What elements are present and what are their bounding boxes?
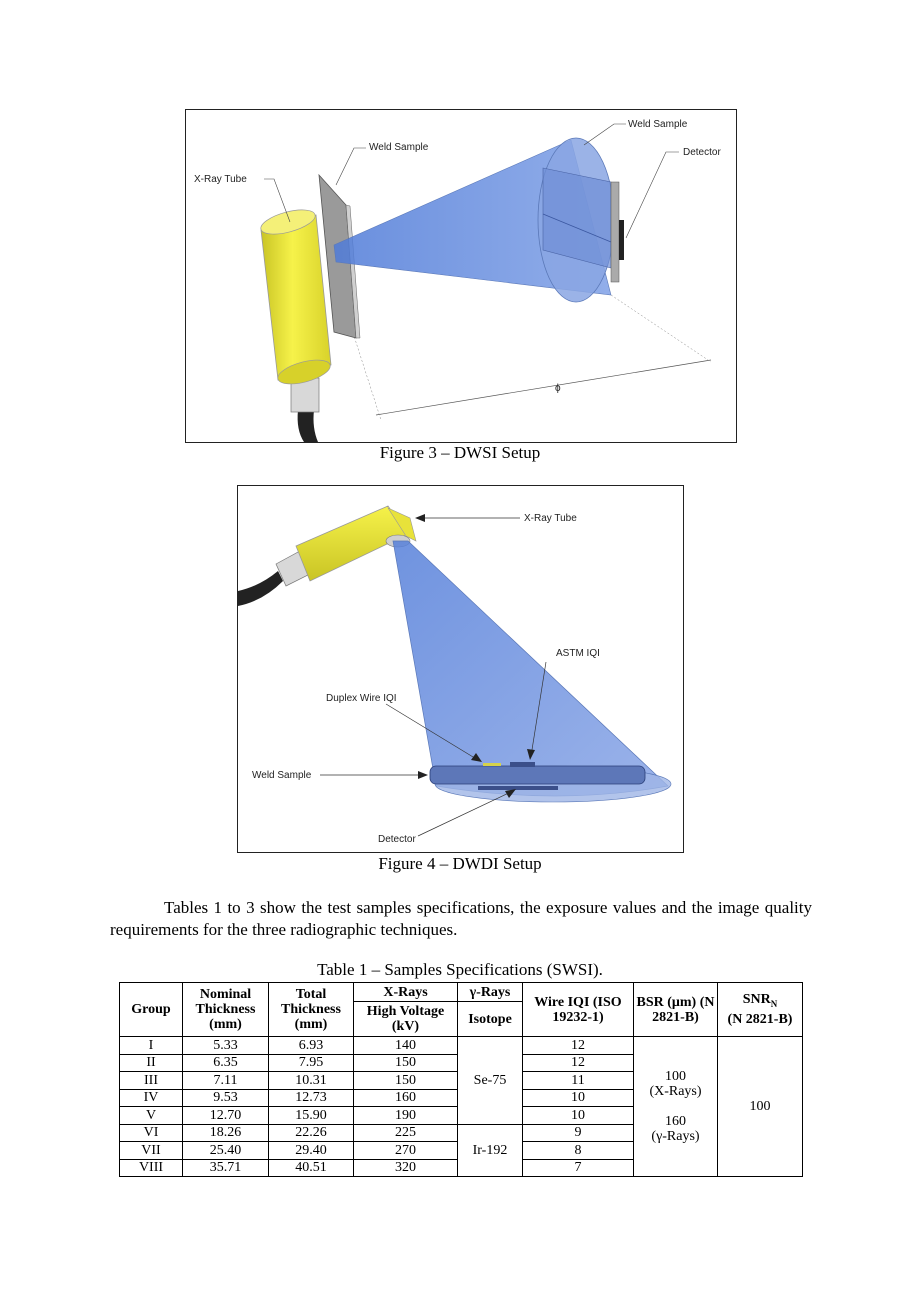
header-bsr: BSR (μm) (N 2821-B) [634,983,718,1037]
label-detector: Detector [378,834,416,845]
label-detector: Detector [683,147,721,158]
cell-group: VII [120,1142,183,1160]
table-row [120,1037,803,1055]
cell-wire: 12 [523,1054,634,1072]
cell-nominal: 12.70 [183,1107,269,1125]
cell-total: 22.26 [269,1124,354,1142]
label-phi: ϕ [555,383,561,394]
cell-nominal: 7.11 [183,1072,269,1090]
cell-wire: 10 [523,1089,634,1107]
header-isotope: Isotope [458,1002,523,1037]
cell-kv: 150 [354,1054,458,1072]
bsr-xray-label: (X-Rays) [649,1084,702,1099]
cell-kv: 140 [354,1037,458,1055]
cell-nominal: 35.71 [183,1159,269,1177]
table-1-caption: Table 1 – Samples Specifications (SWSI). [317,960,603,979]
cell-kv: 160 [354,1089,458,1107]
header-xrays: X-Rays [354,983,458,1002]
cell-total: 7.95 [269,1054,354,1072]
figure-3-dwsi-setup [185,109,737,443]
weld-sample-bar [430,766,645,784]
cell-kv: 320 [354,1159,458,1177]
cell-wire: 7 [523,1159,634,1177]
cell-group: II [120,1054,183,1072]
cell-total: 29.40 [269,1142,354,1160]
dimension-line [376,360,711,415]
body-paragraph [110,897,812,941]
header-nominal-thickness: Nominal Thickness (mm) [183,983,269,1037]
cell-wire: 12 [523,1037,634,1055]
cell-nominal: 25.40 [183,1142,269,1160]
cell-nominal: 9.53 [183,1089,269,1107]
header-snr [718,983,803,1037]
figure-3-illustration [186,110,736,442]
cell-total: 10.31 [269,1072,354,1090]
cell-bsr [634,1037,718,1177]
label-xray-tube: X-Ray Tube [194,174,247,185]
header-wire-iqi: Wire IQI (ISO 19232-1) [523,983,634,1037]
cell-group: III [120,1072,183,1090]
bsr-xray-value: 100 [665,1069,686,1084]
cell-group: V [120,1107,183,1125]
cell-nominal: 18.26 [183,1124,269,1142]
cell-kv: 190 [354,1107,458,1125]
header-group: Group [120,983,183,1037]
figure-4-caption: Figure 4 – DWDI Setup [378,854,542,873]
xray-tube-body [261,215,331,380]
label-xray-tube: X-Ray Tube [524,513,577,524]
cell-total: 15.90 [269,1107,354,1125]
cell-nominal: 6.35 [183,1054,269,1072]
label-weld-sample-1: Weld Sample [369,142,429,153]
cell-nominal: 5.33 [183,1037,269,1055]
cell-total: 12.73 [269,1089,354,1107]
snr-sub: N [770,998,778,1009]
label-weld-sample-2: Weld Sample [628,119,688,130]
bsr-gamma-value: 160 [665,1114,686,1129]
cell-kv: 270 [354,1142,458,1160]
figure-4-illustration [238,486,683,852]
cell-total: 6.93 [269,1037,354,1055]
body-paragraph-text: Tables 1 to 3 show the test samples specifications, the exposure values and the image quality requirements for the three radiographic techniques. [110,898,812,939]
cell-snr: 100 [718,1037,803,1177]
figure-3-caption: Figure 3 – DWSI Setup [379,443,541,462]
cell-kv: 225 [354,1124,458,1142]
cell-wire: 11 [523,1072,634,1090]
cell-group: VI [120,1124,183,1142]
cell-group: VIII [120,1159,183,1177]
label-duplex-wire-iqi: Duplex Wire IQI [326,693,397,704]
cable [238,571,283,606]
snr-standard: (N 2821-B) [727,1011,793,1027]
cell-wire: 8 [523,1142,634,1160]
figure-4-dwdi-setup [237,485,684,853]
cell-wire: 9 [523,1124,634,1142]
cell-total: 40.51 [269,1159,354,1177]
cable [298,410,318,442]
cell-kv: 150 [354,1072,458,1090]
cell-wire: 10 [523,1107,634,1125]
label-astm-iqi: ASTM IQI [556,648,600,659]
cell-group: I [120,1037,183,1055]
cell-group: IV [120,1089,183,1107]
bsr-gamma-label: (γ-Rays) [651,1129,700,1144]
snr-main: SNR [742,992,771,1008]
table-1-samples-specifications [119,982,803,1177]
header-total-thickness: Total Thickness (mm) [269,983,354,1037]
cell-isotope-ir192: Ir-192 [458,1124,523,1177]
detector-plate [611,182,619,282]
cell-isotope-se75: Se-75 [458,1037,523,1125]
header-gamma-rays: γ-Rays [458,983,523,1002]
detector-plate [478,786,558,790]
label-weld-sample: Weld Sample [252,770,312,781]
header-high-voltage: High Voltage (kV) [354,1002,458,1037]
